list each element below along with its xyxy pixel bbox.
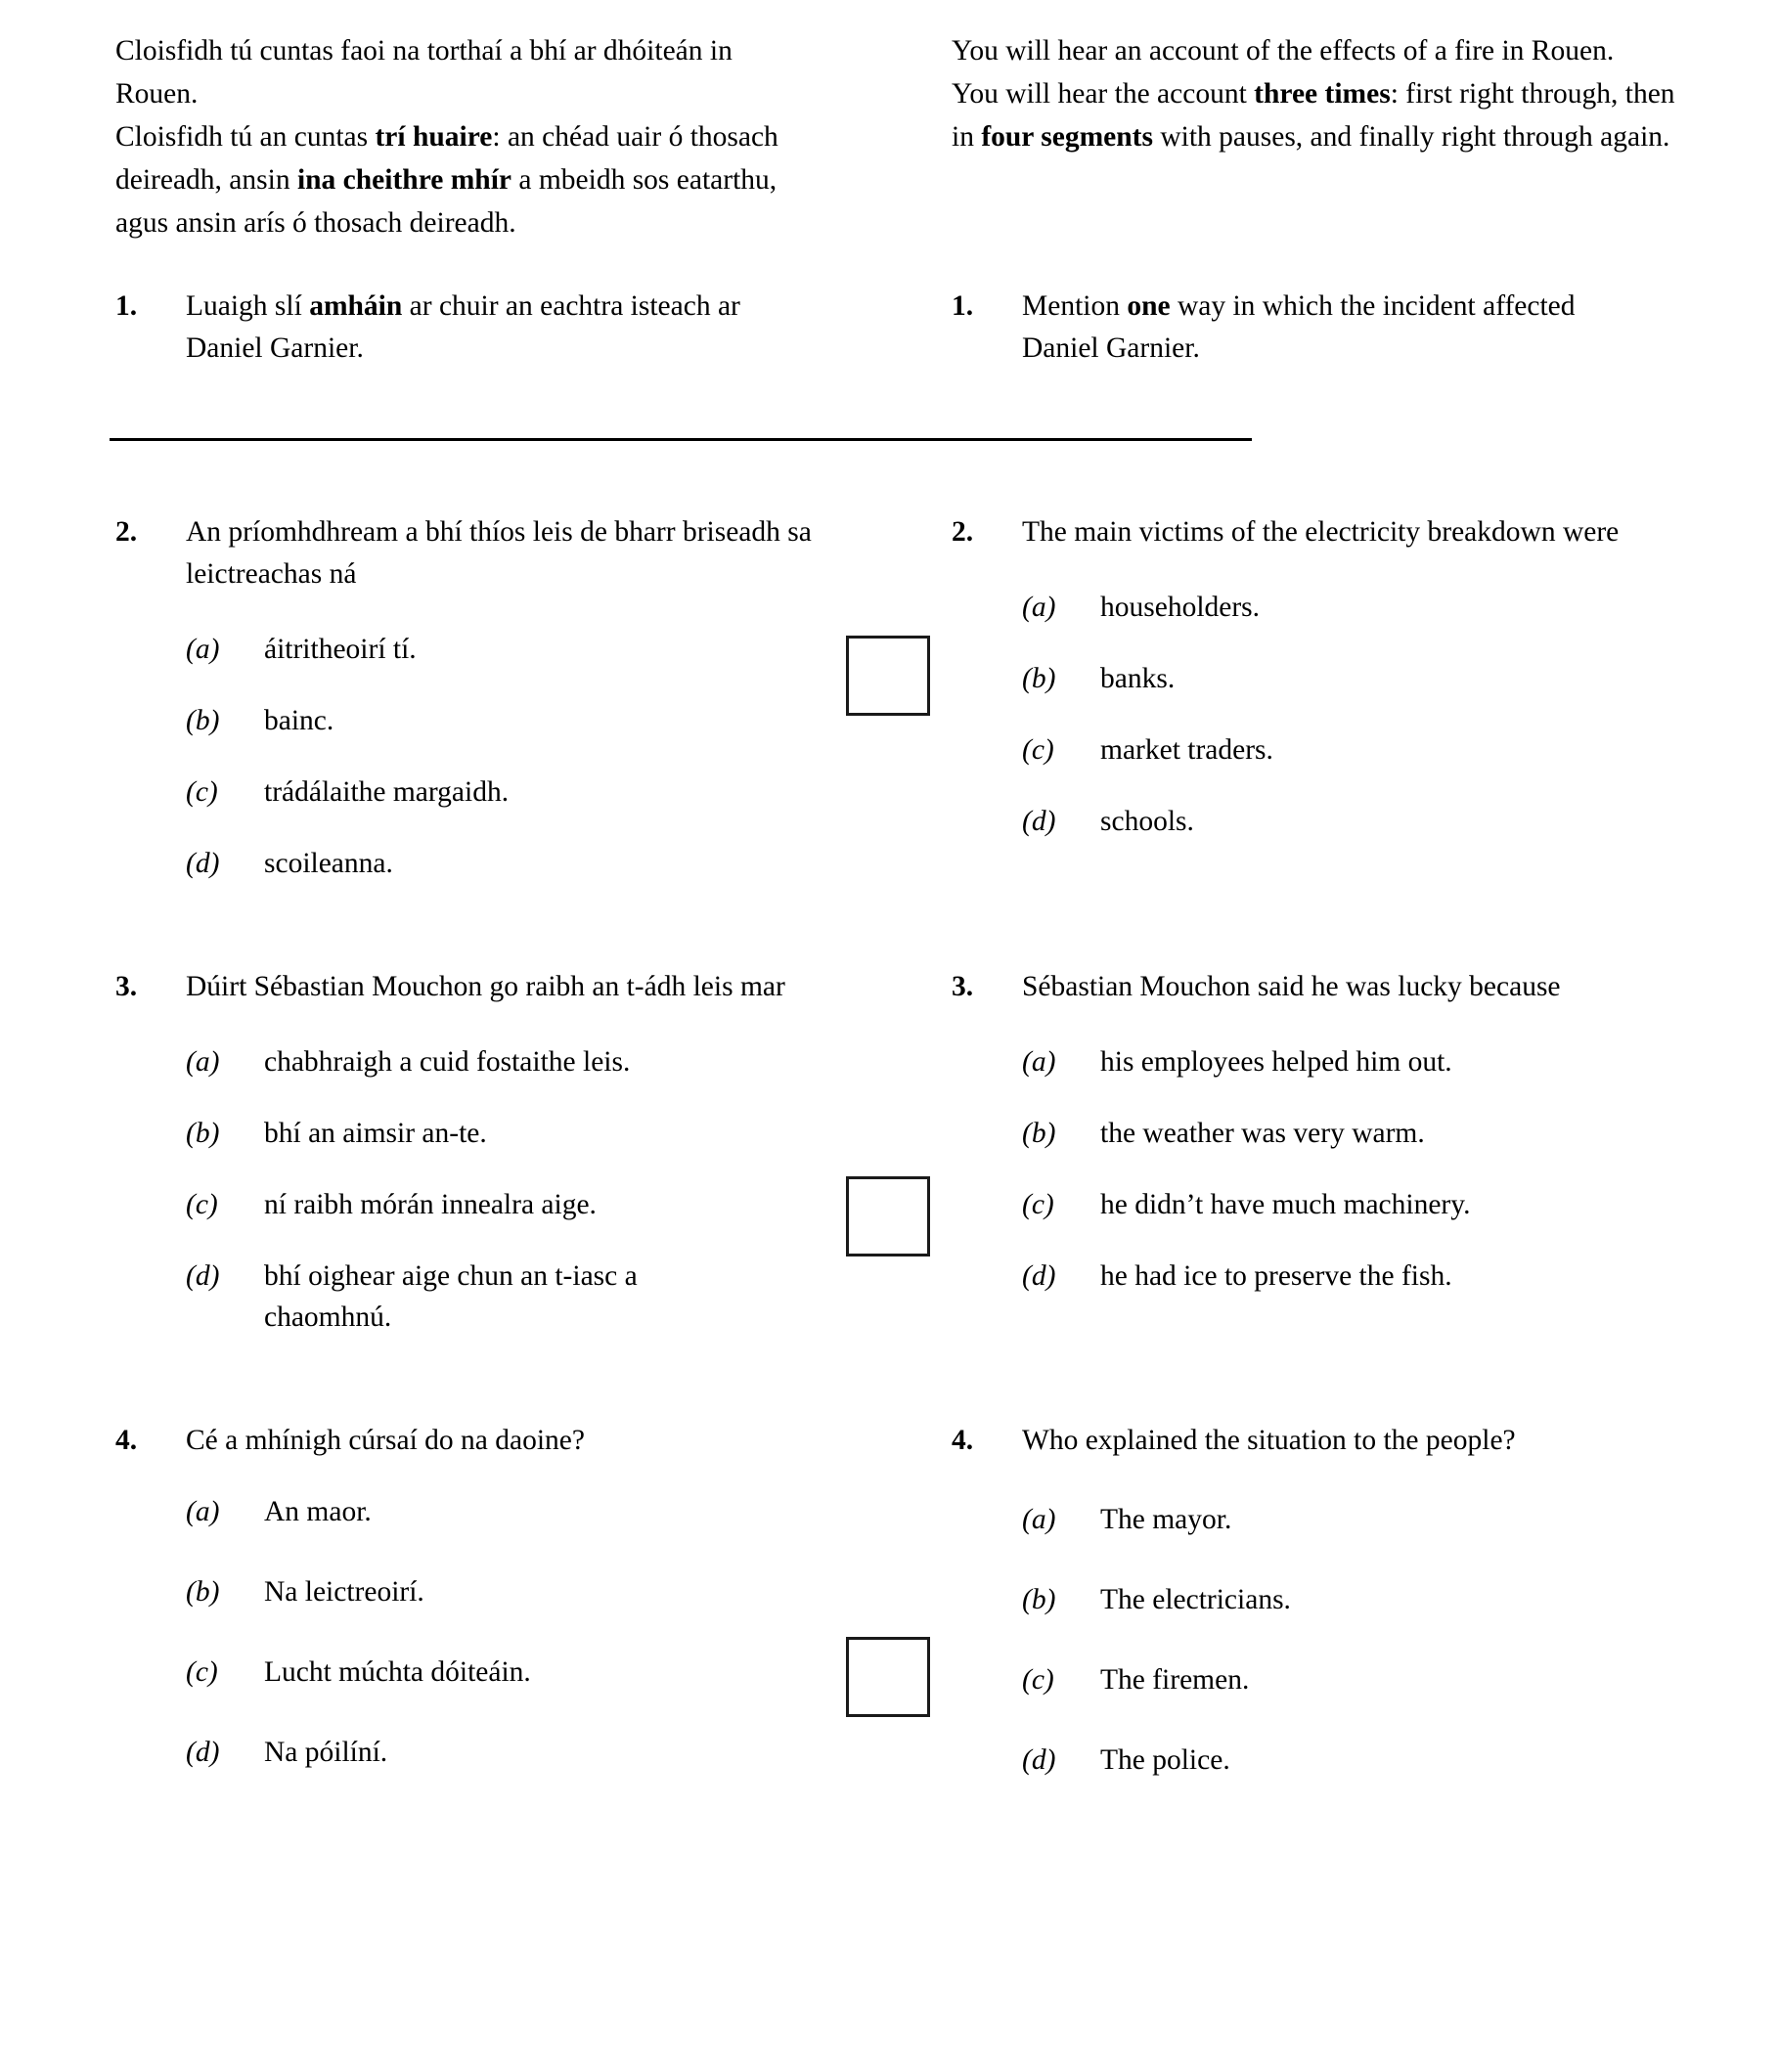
option-label: (a) — [1022, 1046, 1056, 1078]
option-text: trádálaithe margaidh. — [264, 776, 510, 808]
option-item[interactable] — [115, 771, 826, 813]
question-3-english — [952, 966, 1778, 1338]
option-label: (d) — [1022, 1744, 1056, 1776]
question-2-english — [952, 511, 1778, 884]
question-2-options-irish — [115, 629, 826, 884]
intro-section — [0, 29, 1778, 244]
intro-english-paragraph-1: You will hear an account of the effects of a fire in Rouen. — [952, 35, 1615, 66]
question-4-text-english: Who explained the situation to the people? — [1022, 1425, 1516, 1456]
intro-english-column — [952, 29, 1778, 244]
question-1-irish — [0, 286, 826, 370]
option-label: (a) — [1022, 1504, 1056, 1535]
option-text: he had ice to preserve the fish. — [1100, 1260, 1452, 1292]
question-3-text-irish: Dúirt Sébastian Mouchon go raibh an t-ádh leis mar — [186, 971, 785, 1002]
option-text: he didn’t have much machinery. — [1100, 1189, 1471, 1220]
option-label: (c) — [186, 1189, 218, 1220]
option-label: (b) — [1022, 1584, 1056, 1615]
question-4 — [0, 1420, 1778, 1781]
intro-gutter — [826, 29, 952, 244]
option-text: Lucht múchta dóiteáin. — [264, 1656, 531, 1688]
option-label: (b) — [1022, 663, 1056, 694]
option-text: Na póilíní. — [264, 1737, 388, 1768]
question-1 — [0, 286, 1778, 370]
option-text: The firemen. — [1100, 1664, 1250, 1696]
question-2-text-irish: An príomhdhream a bhí thíos leis de bharr briseadh sa leictreachas ná — [186, 516, 812, 590]
option-text: áitritheoirí tí. — [264, 634, 417, 665]
option-label: (b) — [1022, 1118, 1056, 1149]
option-item[interactable] — [115, 700, 826, 741]
question-1-text-irish: Luaigh slí amháin ar chuir an eachtra isteach ar Daniel Garnier. — [186, 290, 740, 364]
question-3-options-english — [952, 1041, 1778, 1297]
option-item[interactable] — [952, 729, 1778, 771]
question-4-options-english — [952, 1499, 1778, 1781]
option-text: bhí an aimsir an-te. — [264, 1118, 487, 1149]
question-3-text-english: Sébastian Mouchon said he was lucky because — [1022, 971, 1561, 1002]
option-label: (d) — [1022, 1260, 1056, 1292]
option-text: An maor. — [264, 1496, 372, 1527]
option-label: (d) — [186, 1260, 220, 1292]
question-2-number-irish: 2. — [115, 516, 138, 548]
question-3-irish — [0, 966, 826, 1338]
question-1-gutter — [826, 286, 952, 370]
question-1-number-english: 1. — [952, 290, 974, 322]
intro-english-paragraph-2: You will hear the account three times: first right through, then in four segments with pauses, and finally right through again. — [952, 78, 1675, 153]
option-item[interactable] — [115, 1571, 826, 1612]
option-label: (c) — [186, 1656, 218, 1688]
question-4-gutter — [826, 1420, 952, 1781]
option-label: (c) — [1022, 1189, 1054, 1220]
option-item[interactable] — [952, 1499, 1778, 1540]
question-4-text-irish: Cé a mhínigh cúrsaí do na daoine? — [186, 1425, 585, 1456]
option-label: (d) — [1022, 806, 1056, 837]
question-2-text-english: The main victims of the electricity breakdown were — [1022, 516, 1620, 548]
option-item[interactable] — [952, 1113, 1778, 1154]
option-label: (d) — [186, 848, 220, 879]
question-2 — [0, 511, 1778, 884]
option-text: The police. — [1100, 1744, 1230, 1776]
option-label: (a) — [1022, 592, 1056, 623]
question-3-number-english: 3. — [952, 971, 974, 1002]
option-text: his employees helped him out. — [1100, 1046, 1452, 1078]
question-1-number-irish: 1. — [115, 290, 138, 322]
question-4-english — [952, 1420, 1778, 1781]
option-text: the weather was very warm. — [1100, 1118, 1425, 1149]
option-label: (c) — [1022, 734, 1054, 766]
option-label: (c) — [186, 776, 218, 808]
question-2-gutter — [826, 511, 952, 884]
question-4-number-english: 4. — [952, 1425, 974, 1456]
question-1-english — [952, 286, 1778, 370]
option-item[interactable] — [952, 1184, 1778, 1225]
intro-english-text — [952, 29, 1675, 158]
question-2-options-english — [952, 587, 1778, 842]
question-4-number-irish: 4. — [115, 1425, 138, 1456]
option-item[interactable] — [115, 843, 826, 884]
question-3-gutter — [826, 966, 952, 1338]
option-item[interactable] — [952, 801, 1778, 842]
option-item[interactable] — [952, 1740, 1778, 1781]
option-item[interactable] — [952, 1256, 1778, 1297]
option-item[interactable] — [952, 1041, 1778, 1082]
option-text: scoileanna. — [264, 848, 393, 879]
option-item[interactable] — [115, 1113, 826, 1154]
spacer-after-divider — [0, 441, 1778, 511]
option-item[interactable] — [115, 1256, 826, 1338]
option-text: The electricians. — [1100, 1584, 1291, 1615]
option-text: schools. — [1100, 806, 1194, 837]
question-3 — [0, 966, 1778, 1338]
option-item[interactable] — [115, 1491, 826, 1532]
option-item[interactable] — [952, 658, 1778, 699]
option-label: (a) — [186, 634, 220, 665]
spacer-after-intro — [0, 244, 1778, 286]
option-label: (b) — [186, 705, 220, 736]
option-label: (b) — [186, 1118, 220, 1149]
option-label: (a) — [186, 1496, 220, 1527]
answer-box-question-2[interactable] — [846, 636, 930, 716]
option-item[interactable] — [952, 1579, 1778, 1620]
option-text: bainc. — [264, 705, 334, 736]
option-label: (c) — [1022, 1664, 1054, 1696]
option-item[interactable] — [115, 1184, 826, 1225]
intro-irish-column — [0, 29, 826, 244]
option-label: (d) — [186, 1737, 220, 1768]
option-item[interactable] — [952, 1659, 1778, 1700]
spacer-before-divider — [0, 370, 1778, 438]
answer-box-question-3[interactable] — [846, 1176, 930, 1256]
question-1-text-english: Mention one way in which the incident affected Daniel Garnier. — [1022, 290, 1576, 364]
option-text: chabhraigh a cuid fostaithe leis. — [264, 1046, 631, 1078]
option-item[interactable] — [115, 1652, 826, 1693]
option-item[interactable] — [115, 1732, 826, 1773]
option-text: bhí oighear aige chun an t-iasc a chaomhnú. — [264, 1260, 638, 1333]
answer-box-question-4[interactable] — [846, 1637, 930, 1717]
option-text: householders. — [1100, 592, 1261, 623]
intro-irish-paragraph-1: Cloisfidh tú cuntas faoi na torthaí a bhí ar dhóiteán in Rouen. — [115, 35, 733, 110]
question-2-number-english: 2. — [952, 516, 974, 548]
option-text: The mayor. — [1100, 1504, 1232, 1535]
option-label: (a) — [186, 1046, 220, 1078]
option-text: market traders. — [1100, 734, 1273, 766]
option-text: ní raibh mórán innealra aige. — [264, 1189, 597, 1220]
option-text: Na leictreoirí. — [264, 1576, 424, 1608]
option-item[interactable] — [952, 587, 1778, 628]
option-label: (b) — [186, 1576, 220, 1608]
option-item[interactable] — [115, 629, 826, 670]
question-2-irish — [0, 511, 826, 884]
spacer-between-q2-q3 — [0, 884, 1778, 966]
question-3-number-irish: 3. — [115, 971, 138, 1002]
option-text: banks. — [1100, 663, 1176, 694]
intro-irish-paragraph-2: Cloisfidh tú an cuntas trí huaire: an chéad uair ó thosach deireadh, ansin ina cheithre mhír a mbeidh sos eatarthu, agus ansin arís ó thosach deireadh. — [115, 121, 778, 239]
intro-irish-text — [115, 29, 800, 244]
question-3-options-irish — [115, 1041, 826, 1338]
spacer-between-q3-q4 — [0, 1338, 1778, 1420]
question-4-options-irish — [115, 1491, 826, 1773]
question-4-irish — [0, 1420, 826, 1781]
option-item[interactable] — [115, 1041, 826, 1082]
